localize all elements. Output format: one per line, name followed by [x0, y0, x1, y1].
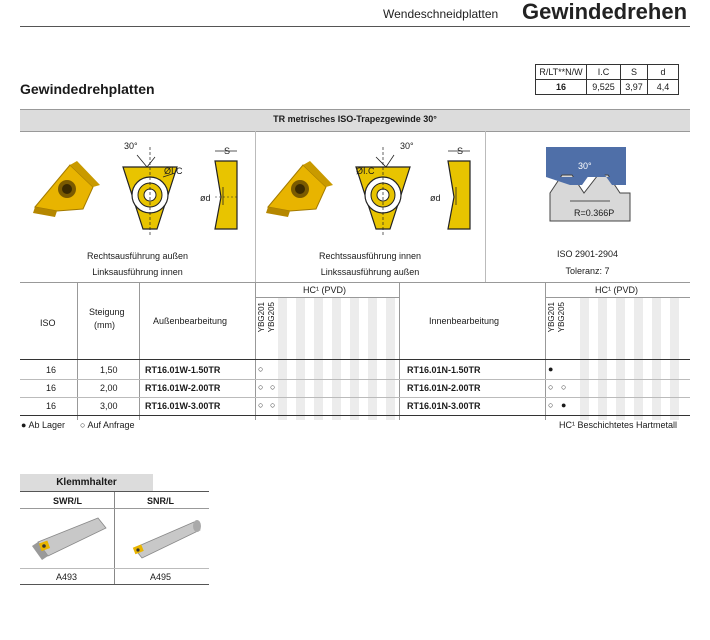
insert-3d-icon — [266, 161, 333, 217]
col-header-internal: Innenbearbeitung — [429, 316, 500, 326]
holder-swr-icon — [32, 518, 106, 560]
col-header-iso: ISO — [40, 318, 56, 328]
row-int-grade1: ○ — [548, 382, 554, 392]
panel2-caption-2: Linkssausführung außen — [320, 267, 420, 277]
col-header-pitch-unit: (mm) — [94, 320, 115, 330]
holder-snr-icon — [133, 520, 201, 558]
panel1-caption-2: Linksausführung innen — [92, 267, 183, 277]
holders-title: Klemmhalter — [56, 477, 117, 488]
holders-bottom-line — [20, 584, 209, 585]
insert-top-view-icon — [356, 147, 410, 237]
holder-ref-snr: A495 — [150, 572, 172, 582]
row-ext-grade1: ○ — [258, 364, 264, 374]
table-bottom-line — [20, 415, 690, 416]
row-iso: 16 — [46, 365, 57, 375]
col-divider — [545, 283, 546, 420]
panel2-s-label: S — [457, 146, 464, 156]
panel1-caption-1: Rechtsausführung außen — [86, 251, 189, 261]
panel3-radius-label: R=0.366P — [574, 208, 615, 218]
legend-hc-note: HC¹ Beschichtetes Hartmetall — [559, 420, 678, 430]
spec-value-ic: 9,525 — [587, 80, 621, 95]
grade-label-ybg205: YBG205 — [267, 302, 276, 333]
table-header-line — [20, 359, 690, 360]
row-iso: 16 — [46, 383, 57, 393]
panel3-caption-2: Toleranz: 7 — [565, 266, 610, 276]
row-ext-grade1: ○ — [258, 400, 264, 410]
panel1-s-label: S — [224, 146, 231, 156]
panel3-caption-1: ISO 2901-2904 — [556, 249, 619, 259]
panel2-drawing — [258, 137, 483, 247]
grade-label-ybg205: YBG205 — [557, 302, 566, 333]
row-external-code: RT16.01W-1.50TR — [145, 365, 221, 375]
row-int-grade1: ○ — [548, 400, 554, 410]
panel1-drawing — [25, 137, 255, 247]
panel2-angle-label: 30° — [400, 141, 414, 151]
row-pitch: 2,00 — [100, 383, 118, 393]
col-divider — [139, 283, 140, 420]
panel-divider-2 — [485, 131, 486, 282]
insert-side-view-icon — [448, 151, 470, 229]
holders-divider — [114, 492, 115, 585]
spec-value-d: 4,4 — [648, 80, 679, 95]
holders-sub-line — [20, 508, 209, 509]
row-internal-code: RT16.01N-2.00TR — [407, 383, 481, 393]
hc-label-internal: HC¹ (PVD) — [595, 285, 638, 295]
page-title: Gewindedrehplatten — [20, 81, 155, 97]
spec-value-s: 3,97 — [621, 80, 648, 95]
row-ext-grade2: ○ — [270, 400, 276, 410]
row-internal-code: RT16.01N-1.50TR — [407, 365, 481, 375]
insert-3d-icon — [33, 161, 100, 217]
grade-label-ybg201: YBG201 — [547, 302, 556, 333]
spec-header-ic: I.C — [587, 65, 621, 80]
hc-underline — [255, 297, 399, 298]
row-divider — [20, 379, 690, 380]
col-header-pitch: Steigung — [89, 307, 125, 317]
col-divider — [255, 283, 256, 420]
panel2-d-label: ød — [430, 193, 441, 203]
legend-request: ○ Auf Anfrage — [80, 420, 135, 430]
panel1-d-label: ød — [200, 193, 211, 203]
insert-top-view-icon — [123, 147, 177, 237]
row-external-code: RT16.01W-3.00TR — [145, 401, 221, 411]
thread-type-band — [20, 109, 690, 132]
holder-name-swr: SWR/L — [53, 496, 82, 506]
panel2-ic-label: ØI.C — [356, 166, 375, 176]
row-pitch: 3,00 — [100, 401, 118, 411]
hc-underline — [545, 297, 690, 298]
col-divider — [77, 283, 78, 420]
holders-ref-line — [20, 568, 209, 569]
row-int-grade1: ● — [548, 364, 554, 374]
row-divider — [20, 397, 690, 398]
holder-ref-swr: A493 — [56, 572, 78, 582]
row-int-grade2: ● — [561, 400, 567, 410]
panel-bottom-line — [20, 282, 690, 283]
spec-value-type: 16 — [536, 80, 587, 95]
row-pitch: 1,50 — [100, 365, 118, 375]
spec-header-s: S — [621, 65, 648, 80]
holder-swr-image — [28, 512, 110, 564]
row-ext-grade2: ○ — [270, 382, 276, 392]
holders-header — [20, 474, 153, 491]
thread-type-title: TR metrisches ISO-Trapezgewinde 30° — [273, 114, 437, 124]
holder-snr-image — [122, 512, 204, 564]
col-header-external: Außenbearbeitung — [153, 316, 228, 326]
holder-name-snr: SNR/L — [147, 496, 174, 506]
row-external-code: RT16.01W-2.00TR — [145, 383, 221, 393]
hc-label-external: HC¹ (PVD) — [303, 285, 346, 295]
col-divider — [399, 283, 400, 420]
spec-header-d: d — [648, 65, 679, 80]
grade-label-ybg201: YBG201 — [257, 302, 266, 333]
header-divider — [20, 26, 690, 27]
row-internal-code: RT16.01N-3.00TR — [407, 401, 481, 411]
legend-stock: ● Ab Lager — [21, 420, 65, 430]
header-subtitle: Wendeschneidplatten — [383, 7, 499, 21]
panel1-ic-label: ØI.C — [164, 166, 183, 176]
header-title: Gewindedrehen — [522, 0, 688, 24]
spec-header-type: R/LT**N/W — [536, 65, 587, 80]
insert-side-view-icon — [215, 151, 237, 229]
panel3-angle-label: 30° — [578, 161, 592, 171]
row-ext-grade1: ○ — [258, 382, 264, 392]
panel1-angle-label: 30° — [124, 141, 138, 151]
spec-table — [535, 64, 679, 95]
row-int-grade2: ○ — [561, 382, 567, 392]
panel2-caption-1: Rechtssausführung innen — [318, 251, 422, 261]
row-iso: 16 — [46, 401, 57, 411]
